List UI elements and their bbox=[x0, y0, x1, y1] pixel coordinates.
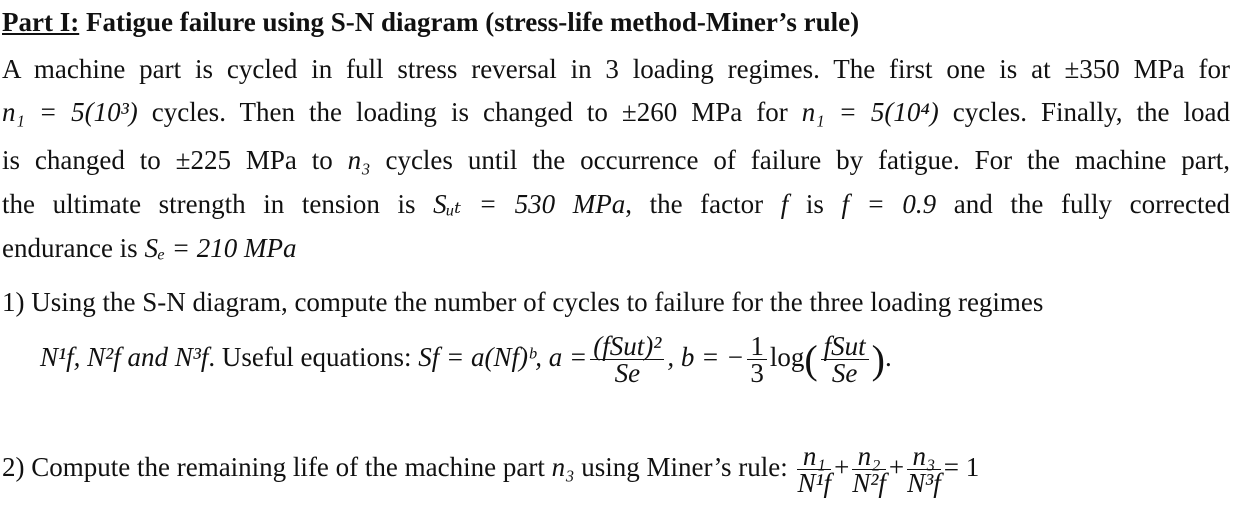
left-paren-glyph: ( bbox=[804, 336, 818, 382]
question-2-text-2: using Miner’s rule: bbox=[574, 452, 795, 482]
problem-line-5 bbox=[2, 231, 296, 265]
question-1-equations bbox=[40, 330, 892, 387]
question-1-text: 1) Using the S-N diagram, compute the number of cycles to failure for the three loading regimes bbox=[2, 287, 1044, 317]
miner-fraction-3 bbox=[907, 441, 941, 499]
miner-rhs: = 1 bbox=[943, 452, 980, 482]
miner-nf3: N³f bbox=[907, 468, 941, 499]
log-label: log bbox=[769, 342, 805, 372]
miner-n1: n₁ bbox=[797, 443, 831, 470]
problem-line-4-text: the ultimate strength in tension is bbox=[2, 189, 434, 219]
miner-n3: n₃ bbox=[907, 443, 941, 470]
problem-line-1: A machine part is cycled in full stress reversal in 3 loading regimes. The first one is at ±350 MPa for bbox=[2, 54, 1230, 84]
basquin-equation: Sf = a(Nf)ᵇ, bbox=[418, 342, 543, 372]
problem-line-3-text: is changed to ±225 MPa to bbox=[2, 145, 348, 175]
question-2 bbox=[2, 440, 980, 499]
b-fraction bbox=[747, 331, 767, 389]
b-lhs: , b = − bbox=[667, 342, 745, 372]
n3-var: n₃ bbox=[347, 145, 371, 175]
problem-line-2-text: cycles. Then the loading is changed to ±260 MPa for bbox=[137, 97, 802, 127]
log-fraction bbox=[821, 331, 869, 389]
a-numerator: (fSut)² bbox=[590, 333, 664, 360]
log-denominator: Se bbox=[831, 358, 858, 389]
plus-sign-1: + bbox=[834, 452, 850, 482]
b-denominator: 3 bbox=[750, 358, 764, 389]
problem-line-4 bbox=[2, 187, 1230, 221]
title-text: Fatigue failure using S-N diagram (stress-life method-Miner’s rule) bbox=[79, 7, 860, 37]
problem-line-5-text: endurance is bbox=[2, 233, 145, 263]
b-numerator: 1 bbox=[747, 333, 767, 360]
q2-n3-var: n₃ bbox=[551, 452, 575, 482]
problem-line-2-end: cycles. Finally, the load bbox=[938, 97, 1231, 127]
miner-nf1: N¹f bbox=[797, 468, 832, 499]
title-part-label: Part I: bbox=[2, 7, 80, 37]
miner-nf2: N²f bbox=[852, 468, 886, 499]
problem-line-4-end: and the fully corrected bbox=[936, 189, 1231, 219]
nf-vars: N¹f, N²f and N³f bbox=[40, 342, 209, 372]
n2-equation: n₁ = 5(10⁴) bbox=[801, 97, 939, 127]
plus-sign-2: + bbox=[888, 452, 905, 482]
a-denominator: Se bbox=[614, 358, 641, 389]
miner-fraction-2 bbox=[852, 441, 886, 499]
q1-period: . bbox=[885, 342, 892, 372]
log-numerator: fSut bbox=[821, 333, 869, 360]
section-title bbox=[2, 5, 859, 39]
f-var: f bbox=[780, 189, 789, 219]
problem-line-3 bbox=[2, 143, 1230, 177]
sut-equation: Sᵤₜ = 530 MPa bbox=[433, 189, 626, 219]
se-equation: Sₑ = 210 MPa bbox=[144, 233, 297, 263]
problem-line-2 bbox=[2, 95, 1230, 129]
problem-line-3-end: cycles until the occurrence of failure by fatigue. For the machine part, bbox=[370, 145, 1230, 175]
useful-equations-label: . Useful equations: bbox=[208, 342, 419, 372]
a-lhs: a = bbox=[548, 342, 588, 372]
question-2-text: 2) Compute the remaining life of the machine part bbox=[2, 452, 552, 482]
problem-line-4-factor: , the factor bbox=[625, 189, 781, 219]
n1-equation: n₁ = 5(10³) bbox=[2, 97, 138, 127]
miner-n2: n₂ bbox=[852, 443, 886, 470]
f-equation: f = 0.9 bbox=[841, 189, 937, 219]
miner-fraction-1 bbox=[797, 441, 832, 499]
right-paren-glyph: ) bbox=[871, 336, 885, 382]
a-fraction bbox=[590, 331, 664, 389]
problem-line-4-is: is bbox=[788, 189, 842, 219]
